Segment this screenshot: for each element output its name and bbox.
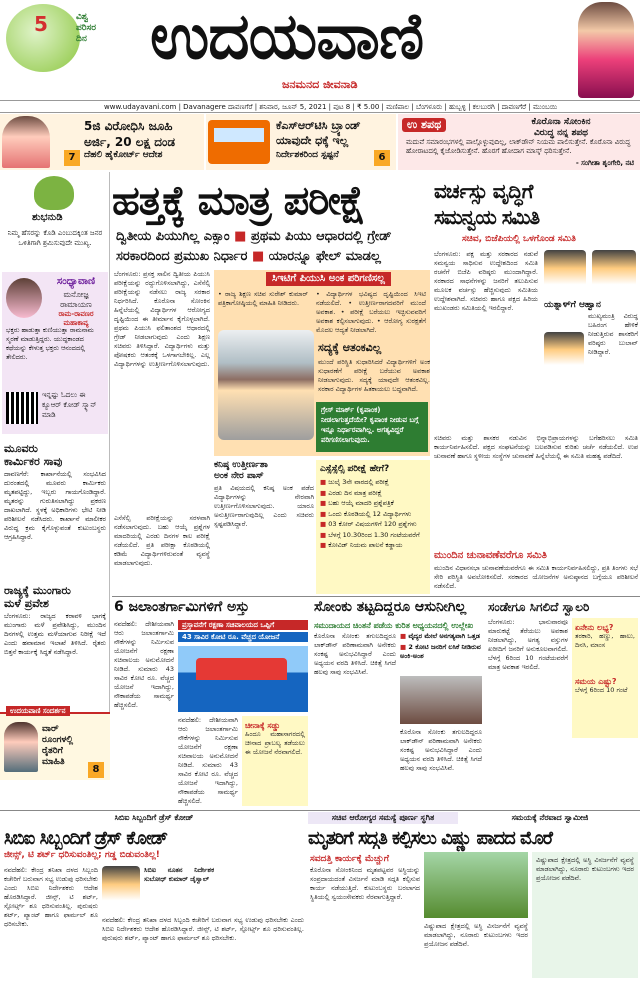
box-headline: ವಾರ್ ರೂಂಗಳಲ್ಲಿ ರೈತರಿಗೆ ಮಾಹಿತಿ — [42, 724, 74, 767]
teaser-body: ಮದುವೆ ಸಮಾರಂಭಗಳಲ್ಲಿ ಪಾಲ್ಗೊಳ್ಳುವುದಿಲ್ಲ, ಲಾಕ್‌ಡೌನ್ ನಿಯಮ ಪಾಲಿಸುತ್ತೇನೆ. ಕೊರೊನಾ ವಿರುದ್ಧ ಹೋರಾಟದಲ್ಲಿ ಕೈಜೋಡಿಸುತ್ತೇನೆ. ಹೊರಗೆ ಹೋದಾಗ ಮಾಸ್ಕ್ ಧರಿಸುತ್ತೇನೆ. — [406, 138, 631, 155]
sunday-market-headline[interactable]: ಸಂಡೇಗೂ ಸಿಗಲಿದೆ ಸ್ವಾಲರಿ — [488, 600, 590, 614]
dateline: www.udayavani.com | Davanagere ದಾವಣಗೆರೆ | ಶನಿವಾರ, ಜೂನ್ 5, 2021 | ಪುಟ 8 | ₹ 5.00 | ಮಣಿಪಾಲ | ಬೆಂಗಳೂರು | ಹುಬ್ಬಳ್ಳಿ | ಕಲಬುರಗಿ | ದಾವಣಗೆರೆ | ಮುಂಬಯಿ — [0, 100, 640, 113]
submarine-photo — [178, 646, 308, 712]
no-worry-headline[interactable]: ಸದ್ಯಕ್ಕೆ ಆತಂಕವಿಲ್ಲ — [318, 341, 382, 354]
actress-photo — [578, 2, 634, 98]
box-tag: ಉದಯವಾಣಿ ಸಂದರ್ಶನ — [6, 706, 70, 716]
lead-body-2: ಎಸೆಸೆಲ್ಸಿ ಪರೀಕ್ಷೆಯನ್ನು ಸರಳವಾಗಿ ನಡೆಸಲಾಗುವುದು. ಬಹು ಆಯ್ಕೆ ಪ್ರಶ್ನೆಗಳ ಮಾದರಿಯಲ್ಲಿ ಎರಡು ದಿನಗಳ ಕಾಲ ಪರೀಕ್ಷೆ ನಡೆಯಲಿದೆ. ಪ್ರತಿ ಪರೀಕ್ಷಾ ಕೊಠಡಿಯಲ್ಲಿ ಕಡಿಮೆ ವಿದ್ಯಾರ್ಥಿಗಳಿರುವಂತೆ ವ್ಯವಸ್ಥೆ ಮಾಡಲಾಗುವುದು. — [114, 514, 210, 567]
list-item: ■ 03 ಕೋರ್ ವಿಷಯಗಳಿಗೆ 120 ಪ್ರಶ್ನೆಗಳು — [320, 520, 417, 528]
teaser-headline: ಕೊರೊನಾ ಸೋಂಕಿನ ವಿರುದ್ಧ ನನ್ನ ಶಪಥ — [531, 117, 591, 138]
teaser-ksrtc[interactable] — [206, 114, 396, 170]
teaser-strip — [0, 114, 640, 170]
yatnal-body: ಮುಖ್ಯಮಂತ್ರಿ ವಿರುದ್ಧ ಬಹಿರಂಗ ಹೇಳಿಕೆ ನೀಡುತ್ತಿರುವ ಶಾಸಕರಿಗೆ ವರಿಷ್ಠರು ಬುಲಾವ್ ನೀಡಿದ್ದಾರೆ. — [588, 312, 638, 356]
box-text: • ವಿದ್ಯಾರ್ಥಿಗಳ ಭವಿಷ್ಯದ ದೃಷ್ಟಿಯಿಂದ ಸಿಇಟಿ ನಡೆಯಲಿದೆ. • ಉತ್ತೀರ್ಣರಾಗದವರಿಗೆ ಮುಂದೆ ಅವಕಾಶ. • ಪರೀಕ್ಷೆ ಬರೆಯಲು ಇಚ್ಛಿಸುವವರಿಗೆ ಅವಕಾಶ ಕಲ್ಪಿಸಲಾಗುವುದು. • ಆರೋಗ್ಯ ಸುರಕ್ಷತೆಗೆ ಮೊದಲ ಆದ್ಯತೆ ನೀಡಲಾಗಿದೆ. — [316, 290, 426, 334]
left-column — [0, 172, 110, 780]
yatnal-headline[interactable]: ಯತ್ನಾಳ್‌ಗೆ ಆಹ್ವಾನ — [544, 300, 601, 310]
rites-body-2: ವಿಷ್ಣುಪಾದ ಕ್ಷೇತ್ರದಲ್ಲಿ ಅಸ್ಥಿ ವಿಸರ್ಜನೆಗೆ ವ್ಯವಸ್ಥೆ ಮಾಡಲಾಗಿದ್ದು, ನೂರಾರು ಕುಟುಂಬಗಳು ಇದರ ಪ್ರಯೋಜನ ಪಡೆದಿವೆ. — [424, 922, 528, 948]
website-link[interactable]: www.udayavani.com — [104, 103, 177, 111]
pledge-badge: ಉ ಶಪಥ — [402, 118, 446, 132]
box-title: ಸಿಇಟಿಗೆ ಪಿಯುಸಿ ಅಂಕ ಪರಿಗಣಿಸಲ್ಲ — [266, 272, 391, 286]
politician-photo-3 — [544, 332, 584, 376]
lead-subhead-2 — [116, 248, 430, 266]
submarine-tag-2: 43 ಸಾವಿರ ಕೋಟಿ ರೂ. ವೆಚ್ಚದ ಯೋಜನೆ — [178, 632, 308, 642]
subhead-part: ಸರಕಾರದಿಂದ ಪ್ರಮುಖ ನಿರ್ಧಾರ — [116, 249, 248, 264]
grace-mark-box: ಗ್ರೇಸ್ ಮಾರ್ಕ್ (ಕೃಪಾಂಕ) ನೀಡಲಾಗುತ್ತದೆಯೇ? ಕೃಪಾಂಕ ನೀಡುವ ಬಗ್ಗೆ ಇನ್ನೂ ನಿರ್ಧಾರವಾಗಿಲ್ಲ. ಅಗತ್ಯವಿದ್ದರೆ ಪರಿಗಣಿಸಲಾಗುವುದು. — [316, 402, 428, 452]
square-bullet-icon: ■ — [251, 249, 265, 264]
box-body: ಭಕ್ತರು ಹಾಡುತ್ತಾ ಕುಣಿಯುತ್ತಾ ರಾಮನಾಮ ಸ್ಮರಣೆ ಮಾಡುತ್ತಿದ್ದರು. ಯುದ್ಧಕಾಂಡದ ಕಥೆಯನ್ನು ಕೇಳುತ್ತ ಭಕ್ತರು ಆನಂದದಲ್ಲಿ ತೇಲಿದರು. — [6, 326, 94, 361]
masthead — [0, 0, 640, 100]
teaser-5g[interactable] — [0, 114, 204, 170]
list-item: ■ ವೈದ್ಯರ ಮೇಲೆ ಅನಗತ್ಯವಾಗಿ ಒತ್ತಡ — [400, 632, 480, 640]
environment-day-logo — [6, 4, 80, 72]
sidebar-text: ವಿಷ್ಣುಪಾದ ಕ್ಷೇತ್ರದಲ್ಲಿ ಅಸ್ಥಿ ವಿಸರ್ಜನೆಗೆ ವ್ಯವಸ್ಥೆ ಮಾಡಲಾಗಿದ್ದು, ನೂರಾರು ಕುಟುಂಬಗಳು ಇದರ ಪ್ರಯೋಜನ ಪಡೆದಿವೆ. — [536, 856, 634, 882]
list-item: ■ ಎರಡು ದಿನ ಮಾತ್ರ ಪರೀಕ್ಷೆ — [320, 488, 382, 497]
answer-2: ಬೆಳಗ್ಗೆ 6ರಿಂದ 10 ಗಂಟೆ — [575, 686, 628, 694]
list-item: ■ ಬೆಳಗ್ಗೆ 10.30ರಿಂದ 1.30 ಗಂಟೆಯವರೆಗೆ — [320, 530, 420, 539]
list-item: ■ ಜುಲೈ 3ನೇ ವಾರದಲ್ಲಿ ಪರೀಕ್ಷೆ — [320, 478, 389, 486]
section-title: ಶುಭನುಡಿ — [32, 212, 63, 223]
story-headline[interactable]: ರಾಜ್ಯಕ್ಕೆ ಮುಂಗಾರು ಮಳೆ ಪ್ರವೇಶ — [4, 584, 71, 610]
subhead-part: ದ್ವಿತೀಯ ಪಿಯುಗಿಲ್ಲ ಎಕ್ಸಾಂ — [116, 229, 230, 244]
list-item: ■ 2 ಕೋಟಿ ಜನರಿಗೆ ಲಸಿಕೆ ನೀಡಿರುವ ಅಂಕಿ-ಅಂಶ — [400, 642, 481, 660]
sunday-market-body: ಬೆಂಗಳೂರು: ಭಾನುವಾರವೂ ಮಾರುಕಟ್ಟೆ ತೆರೆಯಲು ಅವಕಾಶ ನೀಡಲಾಗಿದ್ದು, ಅಗತ್ಯ ವಸ್ತುಗಳ ಖರೀದಿಗೆ ಜನರಿಗೆ ಅನುಕೂಲವಾಗಲಿದೆ. ಬೆಳಗ್ಗೆ 6ರಿಂದ 10 ಗಂಟೆಯವರೆಗೆ ಮಾತ್ರ ಅವಕಾಶ ಇರಲಿದೆ. — [488, 618, 568, 671]
right-body-2: ಸಚಿವರು ಮತ್ತು ಶಾಸಕರ ನಡುವಿನ ಭಿನ್ನಾಭಿಪ್ರಾಯಗಳನ್ನು ಬಗೆಹರಿಸಲು ಸಮಿತಿ ಕಾರ್ಯನಿರ್ವಹಿಸಲಿದೆ. ಪಕ್ಷದ ಸಂಘಟನೆಯನ್ನು ಬಲಪಡಿಸುವ ಕುರಿತು ಚರ್ಚೆ ನಡೆಯಲಿದೆ. ಉಪ ಚುನಾವಣೆ ಹಾಗೂ ಸ್ಥಳೀಯ ಸಂಸ್ಥೆಗಳ ಚುನಾವಣೆ ಹಿನ್ನೆಲೆಯಲ್ಲಿ ಈ ಸಮಿತಿ ಮಹತ್ವ ಪಡೆದಿದೆ. — [434, 434, 638, 460]
square-bullet-icon: ■ — [234, 229, 247, 244]
infection-body: ಕೊರೊನಾ ಸೋಂಕು ತಗುಲದಿದ್ದರೂ ಲಾಕ್‌ಡೌನ್ ಪರಿಣಾಮವಾಗಿ ಅನೇಕರು ಸಂಕಷ್ಟ ಅನುಭವಿಸಿದ್ದಾರೆ ಎಂದು ಅಧ್ಯಯನ ವರದಿ ತಿಳಿಸಿದೆ. ಚಿಕಿತ್ಸೆ ಸಿಗದೆ ಹಲವು ಸಾವು ಸಂಭವಿಸಿವೆ. — [314, 632, 396, 676]
teaser-headline: ಕೆಎಸ್ಆರ್‌ಟಿಸಿ ಬ್ರ್ಯಾಂಡ್ ಯಾವುದೇ ಧಕ್ಕೆ ಇಲ್ಲ — [276, 119, 361, 147]
logo-text: ವಿಶ್ವ ಪರಿಸರ ದಿನ — [76, 12, 97, 44]
committee-subhead[interactable]: ಮುಂದಿನ ಚುನಾವಣೆವರೆಗೂ ಸಮಿತಿ — [434, 550, 547, 561]
infection-headline[interactable]: ಸೋಂಕು ತಟ್ಟದಿದ್ದರೂ ಆಸುನೀಗಿಲ್ಲ — [314, 599, 467, 615]
cbi-photo-caption: ಸಿಬಿಐ ನೂತನ ನಿರ್ದೇಶಕ ಸುಬೋಧ್ ಕುಮಾರ್ ಜೈಸ್ವಾಲ್ — [144, 866, 214, 883]
box-name: ಮನೋಜ್ಞ ರಾಮಾಯಣ — [60, 290, 92, 309]
rites-sidebar — [532, 852, 638, 978]
cbi-body-2: ನವದೆಹಲಿ: ಕೇಂದ್ರ ತನಿಖಾ ದಳದ ಸಿಬ್ಬಂದಿ ಕಚೇರಿಗೆ ಬರುವಾಗ ಸಭ್ಯ ಉಡುಪು ಧರಿಸಬೇಕು ಎಂದು ಸಿಬಿಐ ನಿರ್ದೇಶಕರು ಆದೇಶ ಹೊರಡಿಸಿದ್ದಾರೆ. ಜೀನ್ಸ್, ಟಿ ಶರ್ಟ್, ಸ್ಪೋರ್ಟ್ಸ್ ಶೂ ಧರಿಸುವಂತಿಲ್ಲ. ಪುರುಷರು ಶರ್ಟ್, ಪ್ಯಾಂಟ್ ಹಾಗೂ ಫಾರ್ಮಲ್ ಶೂ ಧರಿಸಬೇಕು. — [102, 916, 304, 942]
question-1: ಏನೇನು ಲಭ್ಯ? — [575, 623, 614, 632]
right-subhead: ಸಚಿವ, ಬಿಜೆಪಿಯಲ್ಲಿ ಒಳಗೊಂಡ ಸಮಿತಿ — [462, 234, 576, 244]
box-title: ಸಂಧ್ಯಾವಾಣಿ — [56, 276, 96, 287]
list-item: ■ ಒಂದು ಕೊಠಡಿಯಲ್ಲಿ 12 ವಿದ್ಯಾರ್ಥಿಗಳು — [320, 509, 412, 518]
tree-icon — [34, 176, 74, 210]
divider — [0, 810, 640, 811]
page-ref: 8 — [88, 762, 104, 778]
page-count: ಪುಟ 8 — [333, 103, 351, 111]
infection-body-2: ಕೊರೊನಾ ಸೋಂಕು ತಗುಲದಿದ್ದರೂ ಲಾಕ್‌ಡೌನ್ ಪರಿಣಾಮವಾಗಿ ಅನೇಕರು ಸಂಕಷ್ಟ ಅನುಭವಿಸಿದ್ದಾರೆ ಎಂದು ಅಧ್ಯಯನ ವರದಿ ತಿಳಿಸಿದೆ. ಚಿಕಿತ್ಸೆ ಸಿಗದೆ ಹಲವು ಸಾವು ಸಂಭವಿಸಿವೆ. — [400, 728, 482, 772]
cbi-subhead: ಜೀನ್ಸ್, ಟಿ ಶರ್ಟ್ ಧರಿಸುವಂತಿಲ್ಲ; ಗಡ್ಡ ಬಿಡುವಂತಿಲ್ಲ! — [4, 850, 160, 860]
submarine-tag-1: ಪ್ರಸ್ತಾವನೆಗೆ ರಕ್ಷಣಾ ಸಚಿವಾಲಯದ ಒಪ್ಪಿಗೆ — [178, 620, 308, 630]
politician-photo-2 — [592, 250, 636, 296]
rites-subhead: ಸವದತ್ತಿ ಕಾರ್ಯಕ್ಕೆ ಮೆಚ್ಚುಗೆ — [310, 854, 390, 864]
divider — [112, 596, 640, 597]
submarine-body-2: ನವದೆಹಲಿ: ದೇಶೀಯವಾಗಿ ಆರು ಜಲಾಂತರ್ಗಾಮಿ ನೌಕೆಗಳನ್ನು ನಿರ್ಮಿಸುವ ಯೋಜನೆಗೆ ರಕ್ಷಣಾ ಸಚಿವಾಲಯ ಅನುಮೋದನೆ ನೀಡಿದೆ. ಸುಮಾರು 43 ಸಾವಿರ ಕೋಟಿ ರೂ. ವೆಚ್ಚದ ಯೋಜನೆ ಇದಾಗಿದ್ದು, ನೌಕಾಪಡೆಯ ಸಾಮರ್ಥ್ಯ ಹೆಚ್ಚಿಸಲಿದೆ. — [178, 716, 238, 805]
box-headline: ಎಸ್ಸೆಸ್ಸೆಲ್ಸಿ ಪರೀಕ್ಷೆ ಹೇಗೆ? — [320, 464, 390, 474]
rites-photo — [424, 852, 528, 918]
juhi-photo — [2, 116, 50, 168]
issue-date: ಶನಿವಾರ, ಜೂನ್ 5, 2021 — [259, 103, 327, 111]
pass-headline[interactable]: ಕನಿಷ್ಠ ಉತ್ತೀರ್ಣತಾ ಅಂಕ ನೇರ ಪಾಸ್ — [214, 460, 268, 481]
lead-body: ಬೆಂಗಳೂರು: ಪ್ರಸಕ್ತ ಸಾಲಿನ ದ್ವಿತೀಯ ಪಿಯುಸಿ ಪರೀಕ್ಷೆಯನ್ನು ರದ್ದುಗೊಳಿಸಲಾಗಿದ್ದು, ಎಸೆಸೆಲ್ಸಿ ಪರೀಕ್ಷೆಯನ್ನು ನಡೆಸಲು ರಾಜ್ಯ ಸರಕಾರ ನಿರ್ಧರಿಸಿದೆ. ಕೊರೊನಾ ಸೋಂಕಿನ ಹಿನ್ನೆಲೆಯಲ್ಲಿ ವಿದ್ಯಾರ್ಥಿಗಳ ಆರೋಗ್ಯದ ದೃಷ್ಟಿಯಿಂದ ಈ ತೀರ್ಮಾನ ಕೈಗೊಳ್ಳಲಾಗಿದೆ. ಪ್ರಥಮ ಪಿಯುಸಿ ಫಲಿತಾಂಶದ ಆಧಾರದಲ್ಲಿ ಗ್ರೇಡ್ ನೀಡಲಾಗುವುದು ಎಂದು ಶಿಕ್ಷಣ ಸಚಿವರು ತಿಳಿಸಿದ್ದಾರೆ. ವಿದ್ಯಾರ್ಥಿಗಳು ಮತ್ತು ಪೋಷಕರು ಆತಂಕಕ್ಕೆ ಒಳಗಾಗಬೇಕಿಲ್ಲ. ಎಲ್ಲ ವಿದ್ಯಾರ್ಥಿಗಳನ್ನು ಉತ್ತೀರ್ಣಗೊಳಿಸಲಾಗುವುದು. — [114, 270, 210, 368]
cbi-director-photo — [102, 866, 140, 912]
box-headline: ಚೀನಾಕ್ಕೆ ಸಡ್ಡು — [245, 721, 281, 730]
interviewee-photo — [4, 722, 38, 772]
china-box — [242, 716, 308, 806]
sandhyavani-box[interactable] — [2, 272, 108, 434]
box-body: ಹಿಂದೂ ಮಹಾಸಾಗರದಲ್ಲಿ ಚೀನಾದ ಪ್ರಾಬಲ್ಯ ತಡೆಯಲು ಈ ಯೋಜನೆ ನೆರವಾಗಲಿದೆ. — [245, 730, 305, 756]
page-ref: 7 — [64, 150, 80, 166]
story-body: ದಾವಣಗೆರೆ: ಕಾರ್ಖಾನೆಯಲ್ಲಿ ಸಂಭವಿಸಿದ ದುರಂತದಲ್ಲಿ ಮೂವರು ಕಾರ್ಮಿಕರು ಮೃತಪಟ್ಟಿದ್ದು, ಇಬ್ಬರು ಗಾಯಗೊಂಡಿದ್ದಾರೆ. ಮೃತರನ್ನು ಗುರುತಿಸಲಾಗಿದ್ದು ಪ್ರಕರಣ ದಾಖಲಾಗಿದೆ. ಸ್ಥಳಕ್ಕೆ ಅಧಿಕಾರಿಗಳು ಭೇಟಿ ನೀಡಿ ಪರಿಶೀಲನೆ ನಡೆಸಿದರು. ಕಾರ್ಖಾನೆ ಮಾಲೀಕರ ವಿರುದ್ಧ ಕ್ರಮ ಕೈಗೊಳ್ಳುವಂತೆ ಕುಟುಂಬಸ್ಥರು ಆಗ್ರಹಿಸಿದ್ದಾರೆ. — [4, 470, 106, 541]
subhead-part: ಯಾರನ್ನೂ ಫೇಲ್ ಮಾಡಲ್ಲ — [268, 249, 381, 264]
teaser-pledge[interactable] — [398, 114, 640, 170]
story-headline[interactable]: ಮೂವರು ಕಾರ್ಮಿಕರ ಸಾವು — [4, 442, 63, 468]
subhead-part: ಪ್ರಥಮ ಪಿಯು ಆಧಾರದಲ್ಲಿ ಗ್ರೇಡ್ — [250, 229, 392, 244]
author-photo — [6, 278, 42, 318]
pass-body: ಪ್ರತಿ ವಿಷಯದಲ್ಲಿ ಕನಿಷ್ಠ ಅಂಕ ಪಡೆದ ವಿದ್ಯಾರ್ಥಿಗಳನ್ನು ನೇರವಾಗಿ ಉತ್ತೀರ್ಣಗೊಳಿಸಲಾಗುವುದು. ಯಾರೂ ಅನುತ್ತೀರ್ಣರಾಗುವುದಿಲ್ಲ ಎಂದು ಸಚಿವರು ಸ್ಪಷ್ಟಪಡಿಸಿದ್ದಾರೆ. — [214, 484, 314, 528]
price: ₹ 5.00 — [357, 103, 380, 111]
editions: ಮಣಿಪಾಲ | ಬೆಂಗಳೂರು | ಹುಬ್ಬಳ್ಳಿ | ಕಲಬುರಗಿ | ದಾವಣಗೆರೆ | ಮುಂಬಯಿ — [386, 103, 558, 111]
answer-1: ತರಕಾರಿ, ಹಣ್ಣು, ಹಾಲು, ದಿನಸಿ, ಮಾಂಸ — [575, 632, 635, 649]
teaser-sub: ದೆಹಲಿ ಹೈಕೋರ್ಟ್ ಆದೇಶ — [84, 150, 163, 160]
infection-subhead: ಸಮುದಾಯದ ಚಿಂತನೆ ಪಡೆಯ ಕುರಿತ ಅಧ್ಯಯನದಲ್ಲಿ ಉಲ್ಲೇಖ — [314, 621, 474, 630]
lead-headline[interactable]: ಹತ್ತಕ್ಕೆ ಮಾತ್ರ ಪರೀಕ್ಷೆ — [112, 178, 365, 224]
no-worry-body: ಮುಂದೆ ಪರಿಸ್ಥಿತಿ ಸುಧಾರಿಸಿದರೆ ವಿದ್ಯಾರ್ಥಿಗಳಿಗೆ ಅಂಕ ಸುಧಾರಣೆಗೆ ಪರೀಕ್ಷೆ ಬರೆಯುವ ಅವಕಾಶ ನೀಡಲಾಗುವುದು. ಸದ್ಯಕ್ಕೆ ಯಾವುದೇ ಆತಂಕವಿಲ್ಲ. ಸರಕಾರ ವಿದ್ಯಾರ್ಥಿಗಳ ಹಿತಕಾಯಲು ಬದ್ಧವಾಗಿದೆ. — [318, 358, 430, 393]
rites-body: ಕೊರೊನಾ ಸೋಂಕಿನಿಂದ ಮೃತಪಟ್ಟವರ ಅಸ್ಥಿಯನ್ನು ಸಂಪ್ರದಾಯದಂತೆ ವಿಸರ್ಜನೆ ಮಾಡಿ ಸದ್ಗತಿ ಕಲ್ಪಿಸುವ ಕಾರ್ಯ ನಡೆಯುತ್ತಿದೆ. ಕುಟುಂಬಸ್ಥರು ಬರಲಾಗದ ಸ್ಥಿತಿಯಲ್ಲಿ ಸ್ವಯಂಸೇವಕರು ನೆರವಾಗುತ್ತಿದ್ದಾರೆ. — [310, 866, 420, 901]
submarine-headline[interactable]: 6 ಜಲಾಂತರ್ಗಾಮಿಗಳಿಗೆ ಅಸ್ತು — [114, 599, 250, 615]
quote-text: ನಿಮ್ಮ ಹೆಸರನ್ನು ಕೊಡಿ ಎಂಬುದಕ್ಕಿಂತ ಜನರ ಒಳಿತಿಗಾಗಿ ಶ್ರಮಿಸುವುದೇ ಮುಖ್ಯ. — [7, 229, 103, 247]
politician-photo-1 — [544, 250, 586, 296]
infection-bullets — [400, 632, 482, 663]
story-body: ಬೆಂಗಳೂರು: ರಾಜ್ಯದ ಕರಾವಳಿ ಭಾಗಕ್ಕೆ ಮುಂಗಾರು ಮಳೆ ಪ್ರವೇಶಿಸಿದ್ದು, ಮುಂದಿನ ದಿನಗಳಲ್ಲಿ ಉತ್ತಮ ಮಳೆಯಾಗುವ ನಿರೀಕ್ಷೆ ಇದೆ ಎಂದು ಹವಾಮಾನ ಇಲಾಖೆ ತಿಳಿಸಿದೆ. ರೈತರು ಬಿತ್ತನೆ ಕಾರ್ಯಕ್ಕೆ ಸಿದ್ಧತೆ ನಡೆಸಿದ್ದಾರೆ. — [4, 612, 106, 656]
cbi-body: ನವದೆಹಲಿ: ಕೇಂದ್ರ ತನಿಖಾ ದಳದ ಸಿಬ್ಬಂದಿ ಕಚೇರಿಗೆ ಬರುವಾಗ ಸಭ್ಯ ಉಡುಪು ಧರಿಸಬೇಕು ಎಂದು ಸಿಬಿಐ ನಿರ್ದೇಶಕರು ಆದೇಶ ಹೊರಡಿಸಿದ್ದಾರೆ. ಜೀನ್ಸ್, ಟಿ ಶರ್ಟ್, ಸ್ಪೋರ್ಟ್ಸ್ ಶೂ ಧರಿಸುವಂತಿಲ್ಲ. ಪುರುಷರು ಶರ್ಟ್, ಪ್ಯಾಂಟ್ ಹಾಗೂ ಫಾರ್ಮಲ್ ಶೂ ಧರಿಸಬೇಕು. — [4, 866, 98, 928]
box-sub: ರಾಮ-ರಾವಣರ ಮಹಾಕಾವ್ಯ — [58, 310, 94, 327]
submarine-body: ನವದೆಹಲಿ: ದೇಶೀಯವಾಗಿ ಆರು ಜಲಾಂತರ್ಗಾಮಿ ನೌಕೆಗಳನ್ನು ನಿರ್ಮಿಸುವ ಯೋಜನೆಗೆ ರಕ್ಷಣಾ ಸಚಿವಾಲಯ ಅನುಮೋದನೆ ನೀಡಿದೆ. ಸುಮಾರು 43 ಸಾವಿರ ಕೋಟಿ ರೂ. ವೆಚ್ಚದ ಯೋಜನೆ ಇದಾಗಿದ್ದು, ನೌಕಾಪಡೆಯ ಸಾಮರ್ಥ್ಯ ಹೆಚ್ಚಿಸಲಿದೆ. — [114, 620, 174, 709]
exam-info-box — [316, 460, 430, 594]
band-label-3: ಸಮಯಕ್ಕೆ ನೆರವಾದ ಸ್ವಾಮೀಜಿ — [462, 812, 638, 824]
box-caption: • ರಾಜ್ಯ ಶಿಕ್ಷಣ ಸಚಿವ ಸುರೇಶ್ ಕುಮಾರ್ ಪತ್ರಿಕಾಗೋಷ್ಠಿಯಲ್ಲಿ ಮಾಹಿತಿ ನೀಡಿದರು. — [218, 290, 308, 307]
tagline: ಜನಮನದ ಜೀವನಾಡಿ — [282, 78, 358, 91]
logo-number: 5 — [34, 12, 48, 36]
market-info-box — [572, 618, 638, 738]
qr-code[interactable] — [6, 392, 38, 424]
page-ref: 6 — [374, 150, 390, 166]
question-2: ಸಮಯ ಎಷ್ಟು? — [575, 677, 617, 686]
lead-subhead-1 — [116, 228, 430, 246]
list-item: ■ ಕೋವಿಡ್ ನಿಯಮ ಪಾಲನೆ ಕಡ್ಡಾಯ — [320, 541, 403, 549]
right-headline[interactable]: ವರ್ಚಸ್ಸು ವೃದ್ಧಿಗೆ ಸಮನ್ವಯ ಸಮಿತಿ — [434, 179, 540, 229]
exam-bullets — [320, 478, 428, 552]
minister-photo — [218, 330, 314, 440]
committee-body: ಮುಂದಿನ ವಿಧಾನಸಭಾ ಚುನಾವಣೆಯವರೆಗೂ ಈ ಸಮಿತಿ ಕಾರ್ಯನಿರ್ವಹಿಸಲಿದ್ದು, ಪ್ರತಿ ತಿಂಗಳು ಸಭೆ ಸೇರಿ ಪರಿಸ್ಥಿತಿ ಅವಲೋಕಿಸಲಿದೆ. ಸರಕಾರದ ಯೋಜನೆಗಳ ಅನುಷ್ಠಾನದ ಬಗ್ಗೆಯೂ ಪರಿಶೀಲನೆ ನಡೆಸಲಿದೆ. — [434, 564, 638, 590]
band-label-2: ಸಚಿವ ಆರೋಗ್ಯರ ಸಮಸ್ಯೆ ಪೂರ್ಣ ಸ್ಥಗಿತ — [308, 812, 458, 824]
list-item: ■ ಬಹು ಆಯ್ಕೆ ಮಾದರಿ ಪ್ರಶ್ನೆಪತ್ರಿಕೆ — [320, 499, 394, 507]
teaser-byline: - ಸಂಗೀತಾ ಶೃಂಗೇರಿ, ನಟಿ — [575, 159, 634, 167]
band-label-1: ಸಿಬಿಐ ಸಿಬ್ಬಂದಿಗೆ ಡ್ರೆಸ್ ಕೋಡ್ — [4, 812, 304, 824]
qr-text: ಇನ್ನಷ್ಟು ಓದಲು ಈ ಕ್ಯೂಆರ್ ಕೋಡ್ ಸ್ಕ್ಯಾನ್ ಮಾಡಿ — [42, 391, 97, 419]
bus-photo — [208, 120, 270, 164]
right-body: ಬೆಂಗಳೂರು: ಪಕ್ಷ ಮತ್ತು ಸರಕಾರದ ನಡುವೆ ಸಮನ್ವಯ ಸಾಧಿಸುವ ಉದ್ದೇಶದಿಂದ ಸಮಿತಿ ರಚನೆಗೆ ಬಿಜೆಪಿ ವರಿಷ್ಠರು ಮುಂದಾಗಿದ್ದಾರೆ. ಸರಕಾರದ ಸಾಧನೆಗಳನ್ನು ಜನರಿಗೆ ತಲುಪಿಸುವ ಮೂಲಕ ವರ್ಚಸ್ಸು ಹೆಚ್ಚಿಸುವುದು ಸಮಿತಿಯ ಉದ್ದೇಶವಾಗಿದೆ. ಸಚಿವರು ಹಾಗೂ ಪಕ್ಷದ ಹಿರಿಯ ಮುಖಂಡರು ಸಮಿತಿಯಲ್ಲಿ ಇರಲಿದ್ದಾರೆ. — [434, 250, 538, 312]
edition-city: Davanagere ದಾವಣಗೆರೆ — [183, 103, 253, 111]
rites-headline[interactable]: ಮೃತರಿಗೆ ಸದ್ಗತಿ ಕಲ್ಪಿಸಲು ವಿಷ್ಣು ಪಾದದ ಮೊರೆ — [308, 828, 552, 849]
cbi-headline[interactable]: ಸಿಬಿಐ ಸಿಬ್ಬಂದಿಗೆ ಡ್ರೆಸ್ ಕೋಡ್ — [4, 828, 168, 849]
teaser-headline: 5ಜಿ ವಿರೋಧಿಸಿ ಜೂಹಿ ಅರ್ಜಿ, 20 ಲಕ್ಷ ದಂಡ — [84, 119, 175, 149]
newspaper-title: ಉದಯವಾಣಿ — [150, 0, 424, 74]
interview-box[interactable] — [0, 707, 110, 780]
hospital-photo — [400, 676, 482, 724]
teaser-sub: ನಿರ್ದೇಶಕರಿಂದ ಸ್ಪಷ್ಟನೆ — [276, 150, 339, 160]
